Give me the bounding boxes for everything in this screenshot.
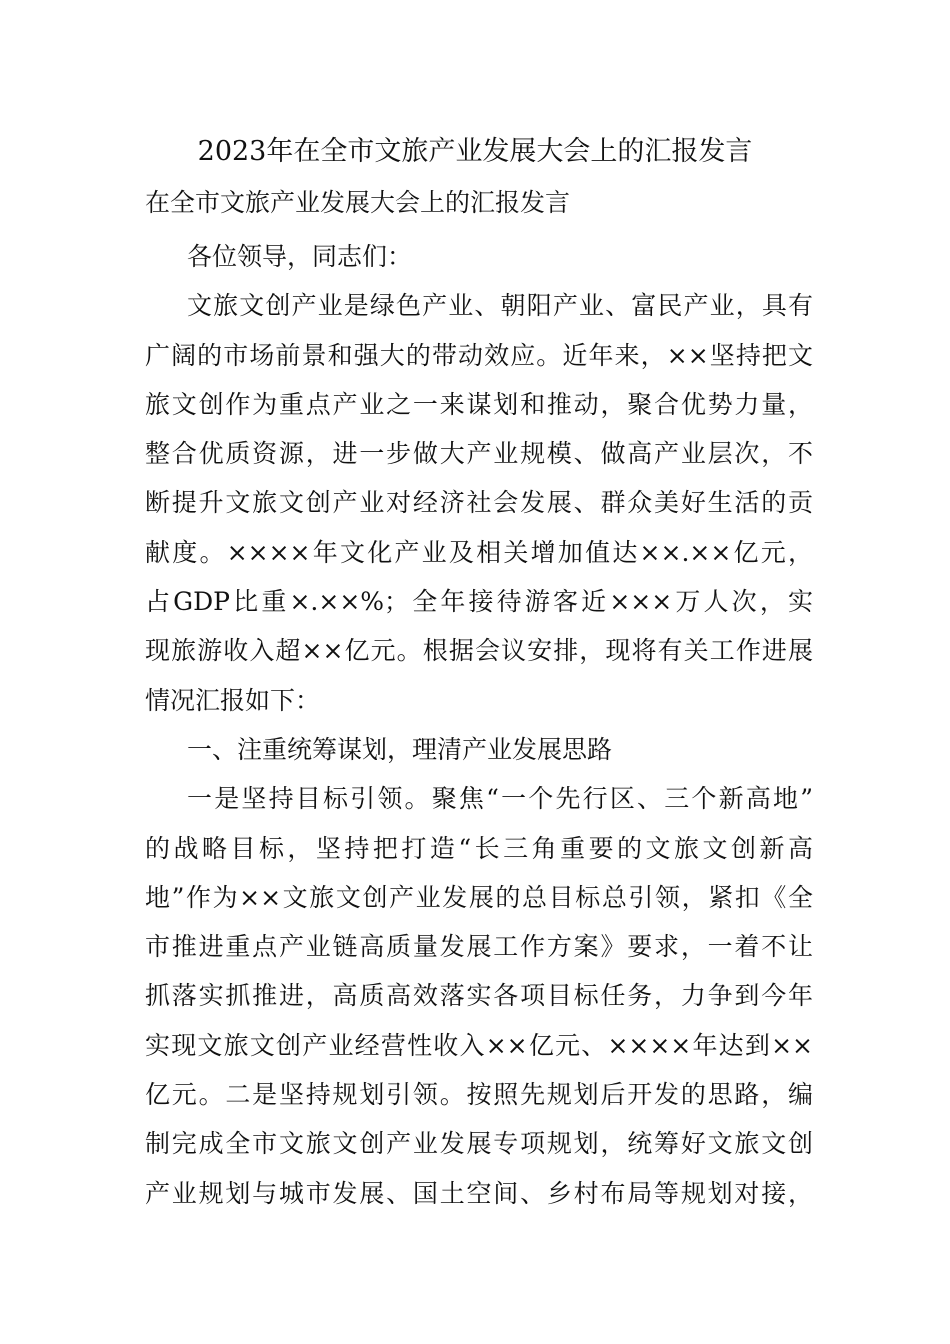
document-body	[145, 232, 813, 1218]
text-line: 制完成全市文旅文创产业发展专项规划，统筹好文旅文创	[145, 1129, 813, 1159]
text-line: 整合优质资源，进一步做大产业规模、做高产业层次，不	[145, 439, 813, 469]
text-line: 抓落实抓推进，高质高效落实各项目标任务，力争到今年	[145, 981, 813, 1011]
text-line: 现旅游收入超××亿元。根据会议安排，现将有关工作进展	[145, 636, 813, 666]
document-subtitle: 在全市文旅产业发展大会上的汇报发言	[145, 188, 571, 217]
text-line: 地”作为××文旅文创产业发展的总目标总引领，紧扣《全	[145, 882, 813, 912]
text-line: 一是坚持目标引领。聚焦“一个先行区、三个新高地”	[187, 784, 813, 814]
document-title: 2023年在全市文旅产业发展大会上的汇报发言	[197, 136, 753, 167]
text-line: 断提升文旅文创产业对经济社会发展、群众美好生活的贡	[145, 488, 813, 518]
text-line: 广阔的市场前景和强大的带动效应。近年来，××坚持把文	[145, 340, 813, 370]
text-line: 占GDP比重×.××%；全年接待游客近×××万人次，实	[145, 587, 813, 617]
text-line: 市推进重点产业链高质量发展工作方案》要求，一着不让	[145, 932, 813, 962]
text-line: 各位领导，同志们：	[187, 242, 413, 271]
text-line: 亿元。二是坚持规划引领。按照先规划后开发的思路，编	[145, 1080, 813, 1110]
text-line: 产业规划与城市发展、国土空间、乡村布局等规划对接，	[145, 1178, 813, 1208]
text-line: 旅文创作为重点产业之一来谋划和推动，聚合优势力量，	[145, 389, 813, 419]
text-line: 的战略目标，坚持把打造“长三角重要的文旅文创新高	[145, 833, 813, 863]
text-line: 情况汇报如下：	[145, 685, 321, 715]
text-line: 一、注重统筹谋划，理清产业发展思路	[187, 734, 613, 764]
text-line: 献度。××××年文化产业及相关增加值达××.××亿元，	[145, 537, 813, 567]
text-line: 文旅文创产业是绿色产业、朝阳产业、富民产业，具有	[187, 291, 813, 321]
text-line: 实现文旅文创产业经营性收入××亿元、××××年达到××	[145, 1030, 813, 1060]
